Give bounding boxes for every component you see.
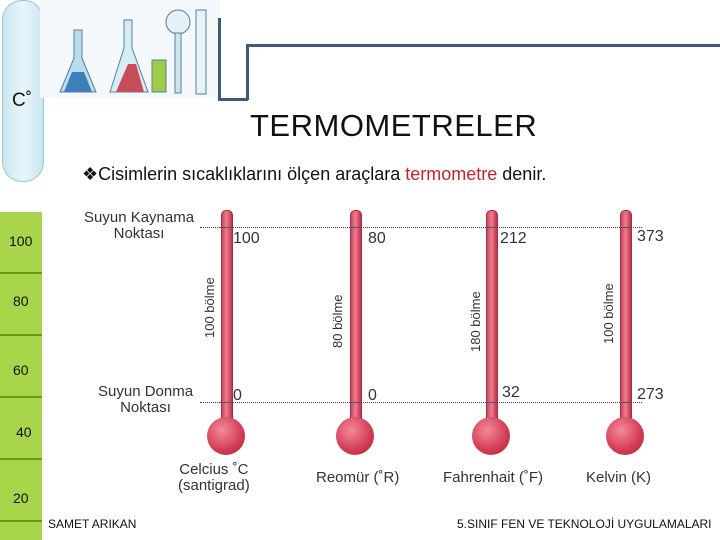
left-scale-20: 20: [13, 490, 29, 506]
fahrenheit-name: Fahrenhait (˚F): [443, 469, 544, 486]
tick-mark: [220, 402, 232, 403]
celsius-thermometer: [221, 210, 233, 432]
kelvin-division: 100 bölme: [601, 283, 616, 344]
reaumur-bottom-value: 0: [368, 387, 377, 404]
footer-author: SAMET ARIKAN: [48, 517, 137, 531]
celsius-bottom-value: 0: [233, 387, 242, 404]
header-rule: [246, 44, 249, 100]
reaumur-top-value: 80: [368, 230, 386, 247]
reaumur-bulb: [336, 417, 374, 455]
kelvin-bottom-value: 273: [637, 386, 664, 403]
definition-highlight: termometre: [405, 164, 498, 184]
header-rule: [218, 98, 248, 101]
boiling-line: [200, 227, 642, 228]
definition-text: [82, 164, 546, 185]
fahrenheit-bulb: [472, 417, 510, 455]
kelvin-name: Kelvin (K): [586, 469, 652, 486]
definition-pre: Cisimlerin sıcaklıklarını ölçen araçlara: [98, 164, 406, 184]
header-rule: [246, 44, 720, 47]
freezing-label: Suyun Donma Noktası: [98, 383, 194, 416]
tick-mark: [619, 402, 631, 403]
tick-mark: [220, 227, 232, 228]
left-scale-80: 80: [13, 293, 29, 309]
tick-mark: [485, 227, 497, 228]
tick-mark: [349, 227, 361, 228]
celsius-bulb: [207, 417, 245, 455]
left-scale-100: 100: [9, 233, 33, 249]
celsius-division: 100 bölme: [202, 277, 217, 338]
reaumur-name: Reomür (˚R): [316, 469, 400, 486]
reaumur-division: 80 bölme: [330, 294, 345, 348]
definition-post: denir.: [497, 164, 547, 184]
fahrenheit-thermometer: [486, 210, 498, 432]
bullet-icon: ❖: [82, 164, 99, 184]
boiling-label: Suyun Kaynama Noktası: [84, 209, 195, 242]
kelvin-thermometer: [620, 210, 632, 432]
tick-mark: [349, 402, 361, 403]
celsius-name: Celcius ˚C (santigrad): [178, 461, 250, 494]
tick-mark: [485, 402, 497, 403]
unit-symbol: C˚: [12, 90, 33, 111]
left-scale-40: 40: [16, 424, 32, 440]
kelvin-top-value: 373: [637, 228, 664, 245]
left-scale-60: 60: [13, 362, 29, 378]
kelvin-bulb: [606, 417, 644, 455]
header-rule: [218, 18, 221, 100]
fahrenheit-bottom-value: 32: [502, 384, 520, 401]
footer-course: 5.SINIF FEN VE TEKNOLOJİ UYGULAMALARI: [457, 517, 712, 531]
celsius-top-value: 100: [233, 230, 260, 247]
page-title: TERMOMETRELER: [250, 108, 538, 143]
freezing-line: [200, 402, 642, 403]
fahrenheit-top-value: 212: [500, 230, 527, 247]
lab-glassware-image: [40, 0, 220, 98]
reaumur-thermometer: [350, 210, 362, 432]
tick-mark: [619, 227, 631, 228]
fahrenheit-division: 180 bölme: [468, 291, 483, 352]
